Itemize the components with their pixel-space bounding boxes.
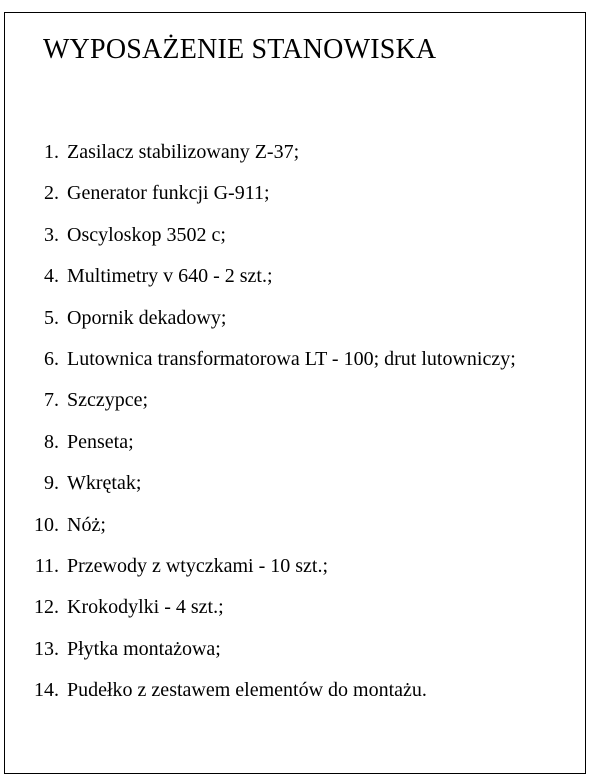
list-item-text: Opornik dekadowy; xyxy=(67,306,227,329)
list-item xyxy=(5,215,587,256)
list-item-number: 9. xyxy=(44,472,59,495)
equipment-list xyxy=(5,132,587,712)
list-item-text: Zasilacz stabilizowany Z-37; xyxy=(67,141,300,163)
list-item xyxy=(5,132,587,173)
list-item-number: 4. xyxy=(44,265,59,288)
list-item-text: Oscyloskop 3502 c; xyxy=(67,223,226,246)
list-item xyxy=(5,422,587,463)
list-item-text: Pudełko z zestawem elementów do montażu. xyxy=(67,679,427,702)
list-item xyxy=(5,670,587,711)
list-item xyxy=(5,256,587,297)
list-item xyxy=(5,173,587,214)
list-item-text: Lutownica transformatorowa LT - 100; drut lutowniczy; xyxy=(67,348,516,371)
list-item xyxy=(5,463,587,504)
list-item-text: Wkrętak; xyxy=(67,472,142,495)
document-frame xyxy=(4,12,586,774)
list-item-number: 12. xyxy=(34,596,59,619)
list-item xyxy=(5,546,587,587)
list-item-text: Przewody z wtyczkami - 10 szt.; xyxy=(67,555,329,578)
list-item-number: 5. xyxy=(44,306,59,329)
list-item-number: 10. xyxy=(34,513,59,536)
list-item-number: 14. xyxy=(34,679,59,702)
list-item-number: 1. xyxy=(44,141,59,163)
list-item-text: Nóż; xyxy=(67,513,106,536)
list-item-text: Penseta; xyxy=(67,430,134,453)
list-item-text: Krokodylki - 4 szt.; xyxy=(67,596,224,619)
list-item xyxy=(5,339,587,380)
list-item xyxy=(5,380,587,421)
list-item xyxy=(5,587,587,628)
list-item xyxy=(5,505,587,546)
list-item xyxy=(5,629,587,670)
list-item-number: 6. xyxy=(44,348,59,371)
list-item-text: Generator funkcji G-911; xyxy=(67,182,270,205)
list-item-number: 13. xyxy=(34,637,59,660)
list-item xyxy=(5,298,587,339)
page-title: WYPOSAŻENIE STANOWISKA xyxy=(43,34,437,65)
list-item-number: 2. xyxy=(44,182,59,205)
list-item-text: Szczypce; xyxy=(67,389,149,412)
list-item-number: 8. xyxy=(44,430,59,453)
list-item-number: 3. xyxy=(44,223,59,246)
list-item-text: Multimetry v 640 - 2 szt.; xyxy=(67,265,273,288)
list-item-text: Płytka montażowa; xyxy=(67,637,221,660)
list-item-number: 7. xyxy=(44,389,59,412)
list-item-number: 11. xyxy=(34,555,59,578)
